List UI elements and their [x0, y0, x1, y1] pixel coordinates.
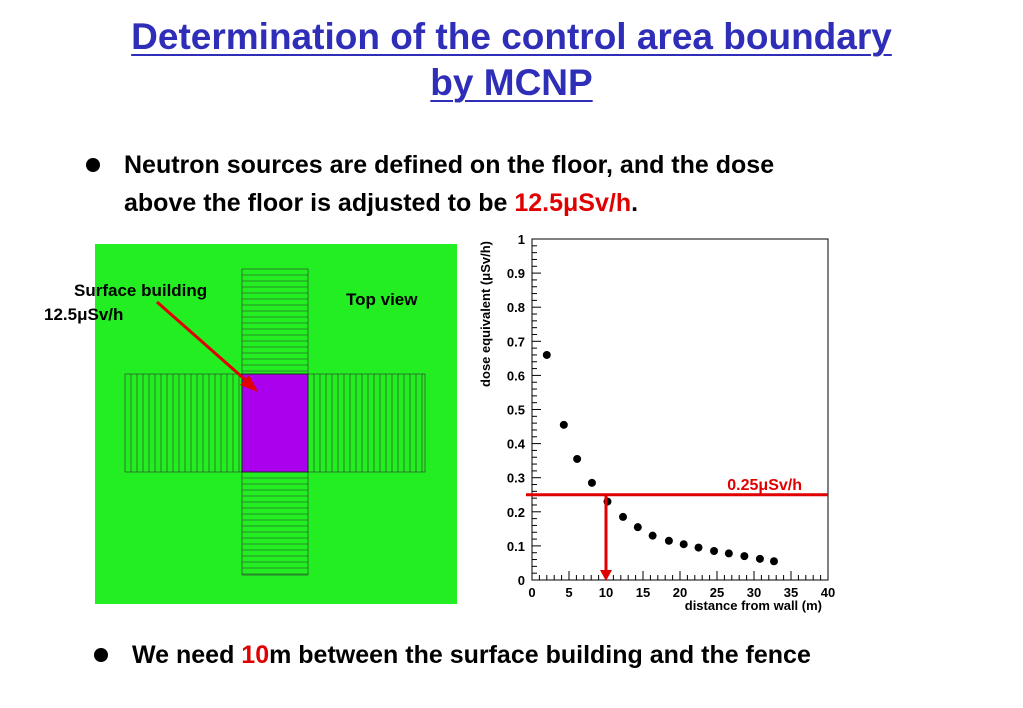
distance-value: 10 [241, 641, 270, 669]
x-tick-label: 0 [528, 585, 536, 600]
bullet-sources [124, 146, 1004, 222]
bullet-sources-line2 [124, 184, 1004, 222]
bullet-sources-line2-suffix: . [631, 189, 639, 217]
data-point [710, 547, 718, 555]
data-point [665, 537, 673, 545]
data-point [634, 523, 642, 531]
x-tick-label: 20 [672, 585, 688, 600]
slide-title [0, 14, 1023, 106]
chart-frame [532, 239, 828, 580]
data-point [649, 532, 657, 540]
plot-area [532, 239, 828, 580]
bullet-distance-prefix: We need [132, 641, 242, 669]
building-dose-label: 12.5μSv/h [44, 305, 124, 324]
y-tick-label: 0 [517, 573, 525, 588]
bullet-distance [132, 636, 1012, 674]
bullet-sources-line1: Neutron sources are defined on the floor, and the dose [124, 151, 775, 179]
distance-marker-head [600, 570, 612, 581]
y-tick-label: 0.8 [506, 300, 525, 316]
y-tick-label: 0.2 [506, 504, 525, 520]
x-tick-label: 35 [783, 585, 799, 600]
surface-building-label: Surface building [74, 281, 208, 300]
dose-chart [470, 228, 840, 620]
data-point [680, 540, 688, 548]
bullet-sources-line2-prefix: above the floor is adjusted to be [124, 189, 515, 217]
y-tick-label: 1 [517, 232, 525, 247]
bullet-dot-icon [94, 648, 108, 662]
dose-value: 12.5μSv/h [514, 189, 632, 217]
data-point [770, 557, 778, 565]
bullet-dot-icon [86, 158, 100, 172]
bullet-distance-suffix: m between the surface building and the fence [269, 641, 811, 669]
y-tick-label: 0.3 [506, 470, 525, 486]
slide-title-line2: by MCNP [430, 62, 593, 103]
top-view-label: Top view [346, 290, 418, 309]
y-axis-label: dose equivalent (μSv/h) [478, 241, 493, 387]
data-point [543, 351, 551, 359]
x-tick-label: 25 [709, 585, 725, 600]
x-tick-label: 5 [565, 585, 573, 600]
x-tick-label: 10 [598, 585, 614, 600]
data-point [560, 421, 568, 429]
y-tick-label: 0.4 [506, 436, 525, 452]
data-point [740, 552, 748, 560]
data-point [756, 555, 764, 563]
y-tick-label: 0.6 [506, 368, 525, 384]
chart-overlay [526, 477, 828, 581]
slide-title-line1: Determination of the control area boundary [131, 16, 892, 57]
threshold-label: 0.25μSv/h [727, 476, 802, 494]
x-tick-label: 30 [746, 585, 762, 600]
y-tick-label: 0.1 [506, 538, 525, 554]
data-point [695, 544, 703, 552]
data-point [573, 455, 581, 463]
data-point [619, 513, 627, 521]
data-point [588, 479, 596, 487]
data-point [725, 549, 733, 557]
y-tick-label: 0.9 [506, 266, 525, 282]
x-tick-label: 40 [820, 585, 836, 600]
y-tick-label: 0.5 [506, 402, 525, 418]
x-tick-label: 15 [635, 585, 651, 600]
chart-points [543, 351, 778, 565]
y-tick-label: 0.7 [506, 334, 525, 350]
x-axis-label: distance from wall (m) [684, 598, 822, 613]
